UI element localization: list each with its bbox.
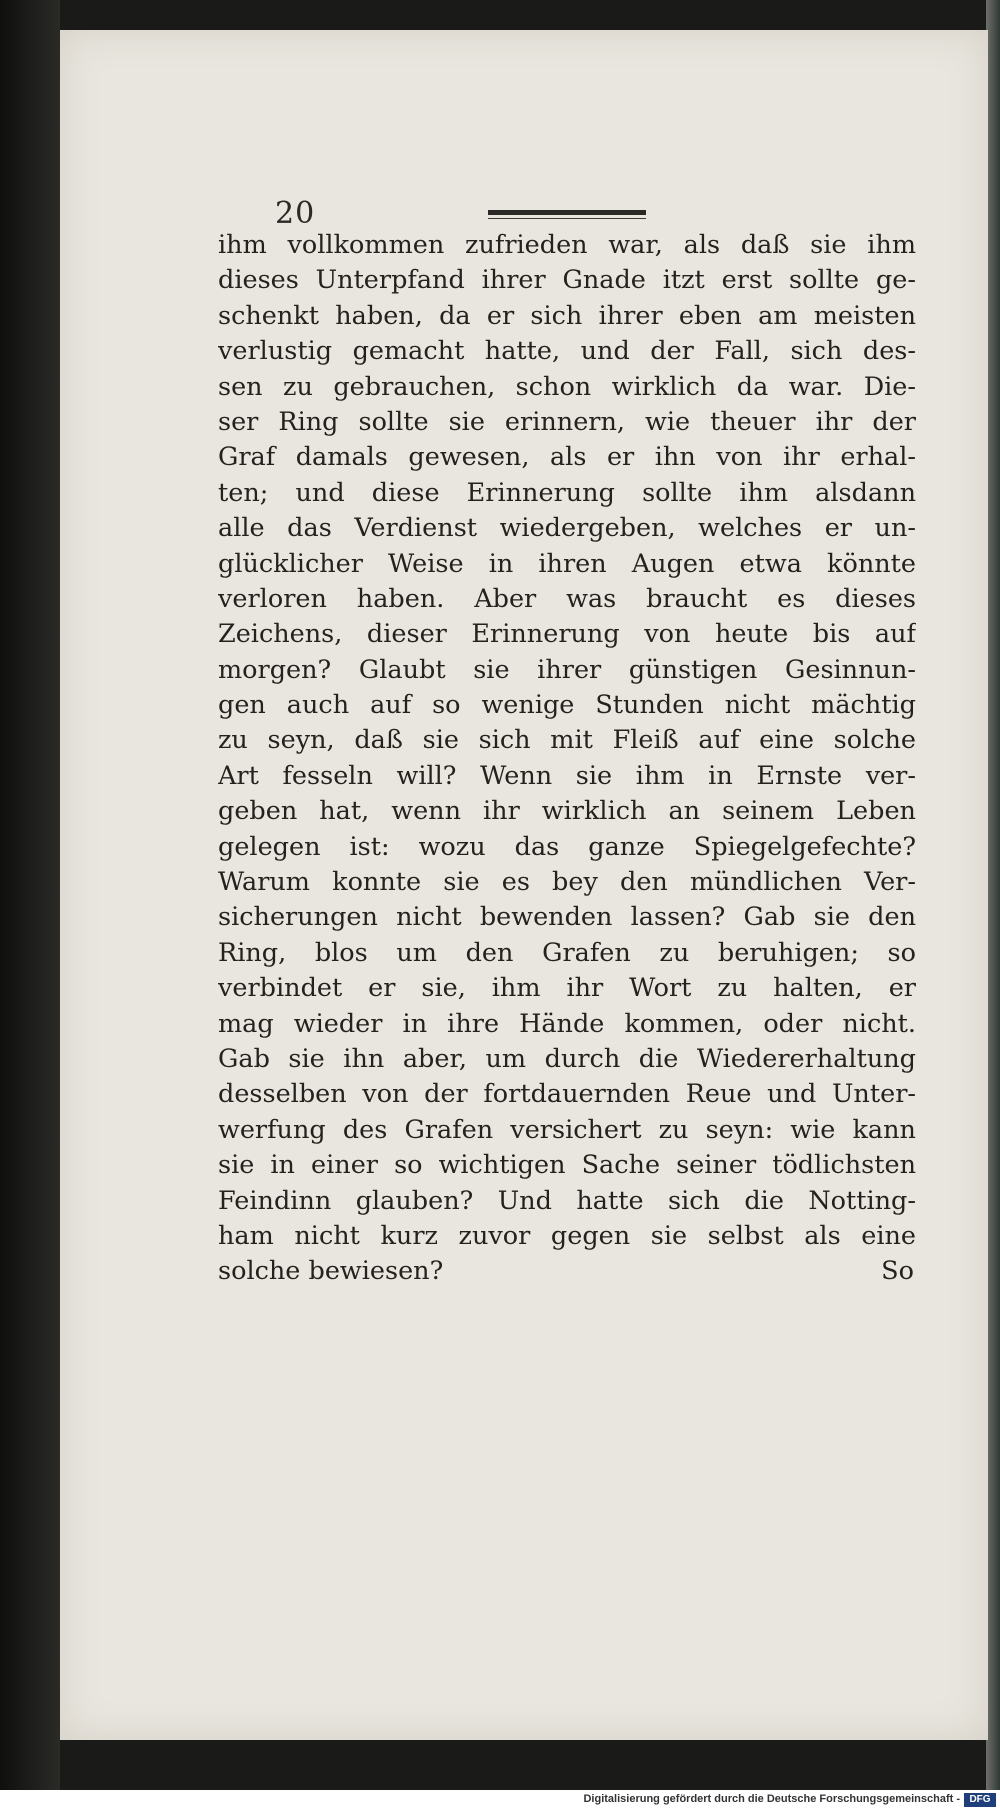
text-line: sicherungen nicht bewenden lassen? Gab sie den: [218, 902, 916, 933]
text-line: geben hat, wenn ihr wirklich an seinem Leben: [218, 796, 916, 827]
catchword: So: [881, 1256, 914, 1287]
text-line: schenkt haben, da er sich ihrer eben am meisten: [218, 300, 916, 331]
text-line: dieses Unterpfand ihrer Gnade itzt erst sollte ge-: [218, 265, 916, 296]
text-line: sie in einer so wichtigen Sache seiner tödlichsten: [218, 1150, 916, 1181]
body-text: [218, 228, 916, 1290]
header-rule: [488, 210, 646, 215]
text-line: sen zu gebrauchen, schon wirklich da war. Die-: [218, 371, 916, 402]
text-line: glücklicher Weise in ihren Augen etwa könnte: [218, 548, 916, 579]
page-number: 20: [275, 196, 316, 231]
page-header: [275, 196, 745, 230]
book-gutter-shadow: [0, 0, 60, 1811]
text-line: gen auch auf so wenige Stunden nicht mächtig: [218, 690, 916, 721]
text-line-last: [218, 1254, 916, 1289]
text-line: mag wieder in ihre Hände kommen, oder nicht.: [218, 1008, 916, 1039]
text-line: gelegen ist: wozu das ganze Spiegelgefechte?: [218, 831, 916, 862]
text-line: ihm vollkommen zufrieden war, als daß sie ihm: [218, 230, 916, 260]
text-line: Zeichens, dieser Erinnerung von heute bis auf: [218, 619, 916, 650]
text-line: Art fesseln will? Wenn sie ihm in Ernste ver-: [218, 760, 916, 791]
text-line: Warum konnte sie es bey den mündlichen Ver-: [218, 867, 916, 898]
text-line: Feindinn glauben? Und hatte sich die Notting-: [218, 1185, 916, 1216]
text-line: ten; und diese Erinnerung sollte ihm alsdann: [218, 477, 916, 508]
text-line: verloren haben. Aber was braucht es dieses: [218, 583, 916, 614]
dfg-logo-icon: DFG: [964, 1793, 996, 1807]
text-line: Graf damals gewesen, als er ihn von ihr erhal-: [218, 442, 916, 473]
text-line: verlustig gemacht hatte, und der Fall, sich des-: [218, 336, 916, 367]
text-line: zu seyn, daß sie sich mit Fleiß auf eine solche: [218, 725, 916, 756]
text-line-end: solche bewiesen?: [218, 1256, 444, 1287]
text-line: verbindet er sie, ihm ihr Wort zu halten, er: [218, 973, 916, 1004]
text-line: morgen? Glaubt sie ihrer günstigen Gesinnun-: [218, 654, 916, 685]
text-line: alle das Verdienst wiedergeben, welches er un-: [218, 513, 916, 544]
footer-bar: [0, 1790, 1000, 1811]
book-edge: [986, 0, 1000, 1790]
text-line: werfung des Grafen versichert zu seyn: wie kann: [218, 1114, 916, 1145]
text-line: ser Ring sollte sie erinnern, wie theuer ihr der: [218, 406, 916, 437]
text-line: Gab sie ihn aber, um durch die Wiedererhaltung: [218, 1043, 916, 1074]
text-line: Ring, blos um den Grafen zu beruhigen; so: [218, 937, 916, 968]
text-line: ham nicht kurz zuvor gegen sie selbst als eine: [218, 1220, 916, 1251]
digitization-credit: Digitalisierung gefördert durch die Deutsche Forschungsgemeinschaft -: [583, 1793, 960, 1805]
text-line: desselben von der fortdauernden Reue und Unter-: [218, 1079, 916, 1110]
